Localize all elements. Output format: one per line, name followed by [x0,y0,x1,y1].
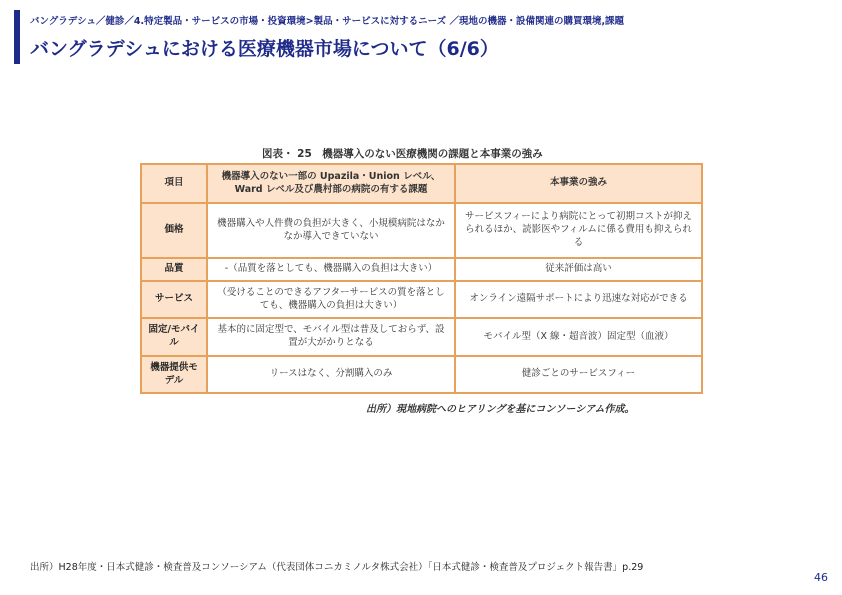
row-label: 機器提供モデル [141,356,207,393]
header-strength: 本事業の強み [455,164,702,203]
header-issue: 機器導入のない一部の Upazila・Union レベル、Ward レベル及び農村部の病院の有する課題 [207,164,455,203]
strength-cell: 健診ごとのサービスフィー [455,356,702,393]
strength-cell: 従来評価は高い [455,258,702,281]
strength-cell: サービスフィーにより病院にとって初期コストが抑えられるほか、読影医やフィルムに係る費用も抑えられる [455,203,702,258]
issue-cell: 基本的に固定型で、モバイル型は普及しておらず、設置が大がかりとなる [207,318,455,356]
table-row [141,203,702,258]
table-header-row [141,164,702,203]
strength-cell: オンライン遠隔サポートにより迅速な対応ができる [455,281,702,318]
header-item: 項目 [141,164,207,203]
row-label: 価格 [141,203,207,258]
strength-table [140,163,703,394]
breadcrumb: バングラデシュ／健診／4.特定製品・サービスの市場・投資環境>製品・サービスに対するニーズ ／現地の機器・設備関連の購買環境,課題 [30,16,625,27]
row-label: サービス [141,281,207,318]
figure-source-note: 出所）現地病院へのヒアリングを基にコンソーシアム作成。 [366,404,635,415]
issue-cell: 機器購入や人件費の負担が大きく、小規模病院はなかなか導入できていない [207,203,455,258]
table-row [141,258,702,281]
title-accent-bar [14,10,20,64]
table-row [141,281,702,318]
footer-source: 出所）H28年度・日本式健診・検査普及コンソーシアム（代表団体コニカミノルタ株式会社）「日本式健診・検査普及プロジェクト報告書」p.29 [30,562,644,573]
row-label: 固定/モバイル [141,318,207,356]
issue-cell: （受けることのできるアフターサービスの質を落としても、機器購入の負担は大きい） [207,281,455,318]
page-title: バングラデシュにおける医療機器市場について（6/6） [30,38,499,60]
figure-caption: 図表・ 25 機器導入のない医療機関の課題と本事業の強み [262,148,543,160]
issue-cell: -（品質を落としても、機器購入の負担は大きい） [207,258,455,281]
table-row [141,356,702,393]
page-number: 46 [814,571,828,584]
issue-cell: リースはなく、分割購入のみ [207,356,455,393]
strength-cell: モバイル型（X 線・超音波）固定型（血液） [455,318,702,356]
table-row [141,318,702,356]
row-label: 品質 [141,258,207,281]
